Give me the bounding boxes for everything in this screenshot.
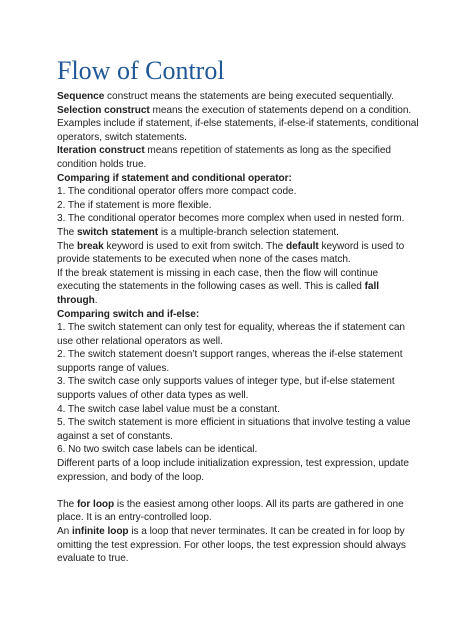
- fall-through-text: If the break statement is missing in each case, then the flow will continue executing the statements in the following cases as well. This is called: [57, 267, 379, 293]
- for-prefix: The: [57, 498, 77, 510]
- iteration-definition: [57, 144, 419, 171]
- for-loop-definition: [57, 498, 419, 525]
- heading-compare-switch-ifelse: Comparing switch and if-else:: [57, 308, 200, 320]
- term-infinite-loop: infinite loop: [72, 526, 129, 537]
- term-fall-through: fall through: [57, 281, 379, 306]
- heading-compare-if-conditional: Comparing if statement and conditional operator:: [57, 172, 292, 184]
- fall-through-end: .: [94, 294, 98, 306]
- iteration-text: means repetition of statements as long as the specified condition holds true.: [57, 145, 391, 170]
- list-item: 6. No two switch case labels can be identical.: [57, 444, 258, 456]
- term-break: break: [77, 240, 104, 252]
- list-item: 1. The conditional operator offers more compact code.: [57, 186, 297, 198]
- for-loop-text: is the easiest among other loops. All its parts are gathered in one place. It is an entry-controlled loop.: [57, 498, 404, 524]
- document-page: [57, 56, 419, 566]
- list-item: 5. The switch statement is more efficient in situations that involve testing a value against a set of constants.: [57, 417, 411, 442]
- infinite-prefix: An: [57, 526, 73, 537]
- list-item: 1. The switch statement can only test for equality, whereas the if statement can use other relational operators as well.: [57, 322, 405, 347]
- list-item: 3. The switch case only supports values of integer type, but if-else statement supports values of other data types as well.: [57, 376, 395, 402]
- list-item: 2. The if statement is more flexible.: [57, 199, 212, 211]
- break-prefix: The: [57, 240, 77, 252]
- term-for-loop: for loop: [77, 498, 115, 510]
- list-item: 2. The switch statement doesn’t support ranges, whereas the if-else statement supports range of values.: [57, 349, 403, 374]
- page-title: Flow of Control: [57, 56, 225, 85]
- term-switch: switch statement: [77, 226, 159, 238]
- loop-parts-paragraph: Different parts of a loop include initialization expression, test expression, update expression, and body of the loop.: [57, 458, 409, 483]
- term-iteration: Iteration construct: [57, 145, 145, 157]
- selection-definition: [57, 104, 419, 145]
- switch-prefix: The: [57, 226, 77, 238]
- term-sequence: Sequence: [57, 91, 105, 102]
- selection-text: means the execution of statements depend on a condition. Examples include if statement, if-else statements, if-else-if statements, conditional operators, switch statements.: [57, 104, 419, 143]
- break-default-definition: [57, 240, 419, 267]
- switch-text: is a multiple-branch selection statement.: [158, 226, 339, 238]
- fall-through-definition: [57, 267, 419, 308]
- infinite-loop-definition: [57, 525, 419, 566]
- list-item: 3. The conditional operator becomes more complex when used in nested form.: [57, 213, 405, 225]
- sequence-definition: [57, 90, 419, 104]
- default-text: keyword is used to provide statements to be executed when none of the cases match.: [57, 240, 405, 266]
- sequence-text: construct means the statements are being executed sequentially.: [104, 91, 394, 102]
- break-text: keyword is used to exit from switch. The: [103, 240, 286, 252]
- term-default: default: [285, 240, 319, 252]
- switch-definition: [57, 226, 419, 240]
- term-selection: Selection construct: [57, 104, 150, 116]
- infinite-loop-text: is a loop that never terminates. It can be created in for loop by omitting the test expression. For other loops, the test expression should always evaluate to true.: [57, 526, 406, 565]
- list-item: 4. The switch case label value must be a constant.: [57, 403, 280, 415]
- blank-line: [57, 484, 419, 498]
